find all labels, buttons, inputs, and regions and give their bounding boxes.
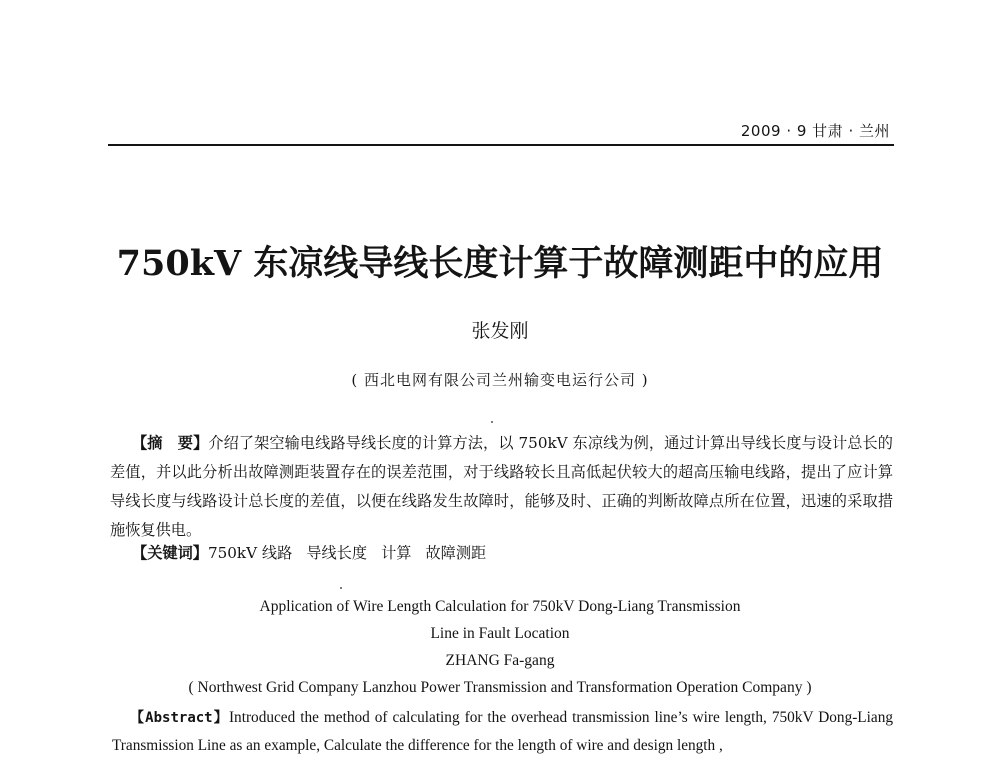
- speck-mark: [340, 587, 342, 589]
- abstract-text: 介绍了架空输电线路导线长度的计算方法，以 750kV 东凉线为例，通过计算出导线长度与设计总长的差值，并以此分析出故障测距装置存在的误差范围，对于线路较长且高低起伏较大的超高压输电线路，提出了应计算导线长度与线路设计总长度的差值，以便在线路发生故障时，能够及时、正确的判断故障点所在位置，迅速的采取措施恢复供电。: [110, 434, 893, 539]
- keywords-cn: [132, 542, 892, 564]
- paper-title: 750kV 东凉线导线长度计算于故障测距中的应用: [116, 243, 884, 284]
- english-abstract-label: Abstract: [145, 710, 213, 726]
- english-author: ZHANG Fa-gang: [445, 652, 555, 669]
- keywords-label: 关键词: [147, 544, 193, 562]
- english-abstract-open-bracket: 【: [130, 710, 146, 726]
- journal-header-info: 2009 · 9 甘肃 · 兰州: [740, 122, 890, 140]
- author-name: 张发刚: [471, 320, 529, 342]
- abstract-cn: [110, 429, 893, 545]
- author-affiliation: ( 西北电网有限公司兰州输变电运行公司 ): [351, 371, 649, 389]
- keyword-item: 750kV 线路: [207, 544, 293, 562]
- speck-mark: [491, 421, 493, 423]
- keyword-item: 计算: [381, 544, 412, 562]
- abstract-label: 摘 要: [147, 434, 194, 452]
- keyword-item: 故障测距: [425, 544, 487, 562]
- english-abstract: [112, 704, 893, 760]
- english-title-line-2: Line in Fault Location: [430, 625, 570, 642]
- english-affiliation: ( Northwest Grid Company Lanzhou Power Transmission and Transformation Operation Company ): [188, 679, 812, 696]
- keyword-item: 导线长度: [306, 544, 368, 562]
- english-title-line-1: Application of Wire Length Calculation for 750kV Dong-Liang Transmission: [259, 598, 741, 615]
- english-abstract-close-bracket: 】: [212, 710, 229, 726]
- abstract-close-bracket: 】: [193, 434, 209, 452]
- header-rule: [108, 144, 894, 146]
- abstract-open-bracket: 【: [132, 434, 148, 452]
- keywords-open-bracket: 【: [132, 544, 148, 562]
- keywords-close-bracket: 】: [192, 544, 208, 562]
- english-abstract-text: Introduced the method of calculating for the overhead transmission line’s wire length, 750kV Dong-Liang Transmission Line as an example, Calculate the difference for the length of wire and design length ,: [112, 709, 893, 754]
